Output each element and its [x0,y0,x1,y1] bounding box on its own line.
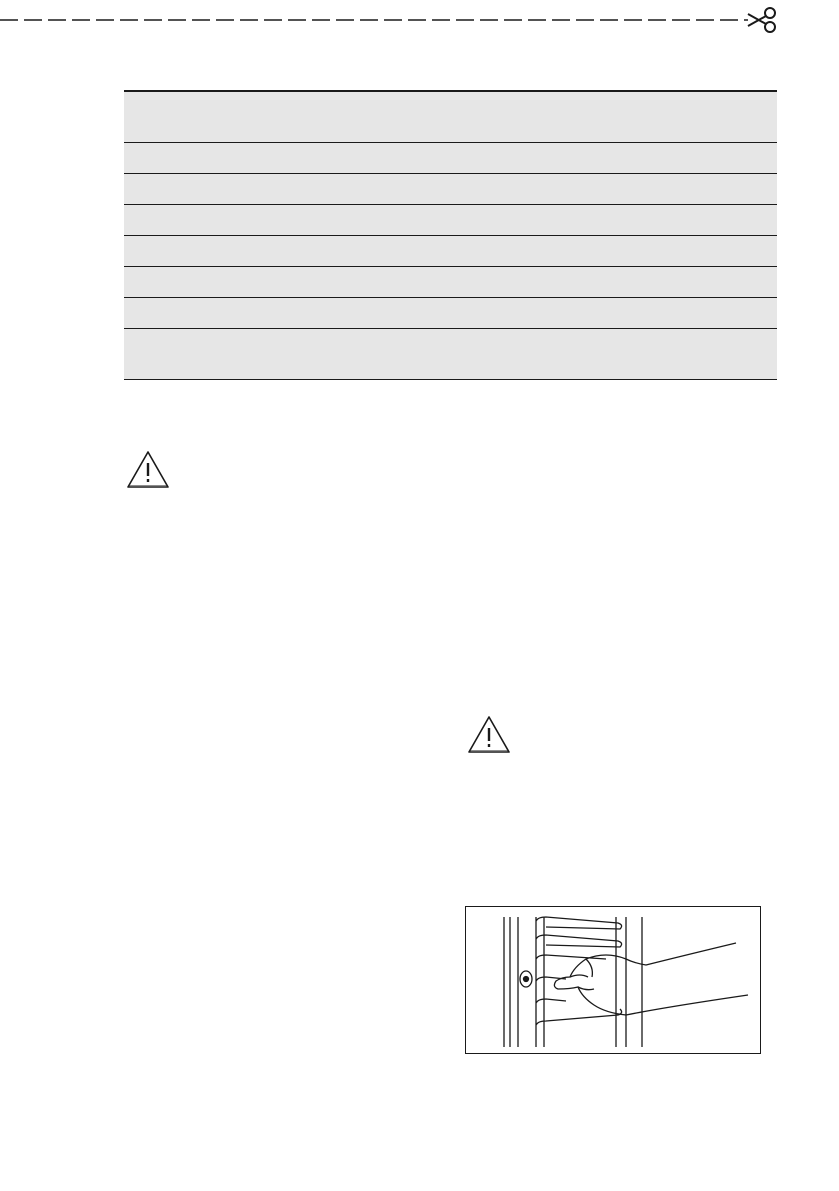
table-row [124,143,777,174]
table-row [124,298,777,329]
table-row [124,329,777,379]
cut-line [0,0,839,40]
table-row [124,205,777,236]
warning-triangle-icon [467,715,511,755]
scissors-icon [748,8,775,32]
data-table [124,90,777,380]
hand-removing-shelf-support-icon [466,907,761,1054]
table-header-row [124,92,777,143]
table-row [124,267,777,298]
shelf-support-illustration [465,906,761,1054]
table-row [124,236,777,267]
table-row [124,174,777,205]
warning-triangle-icon [126,450,170,490]
